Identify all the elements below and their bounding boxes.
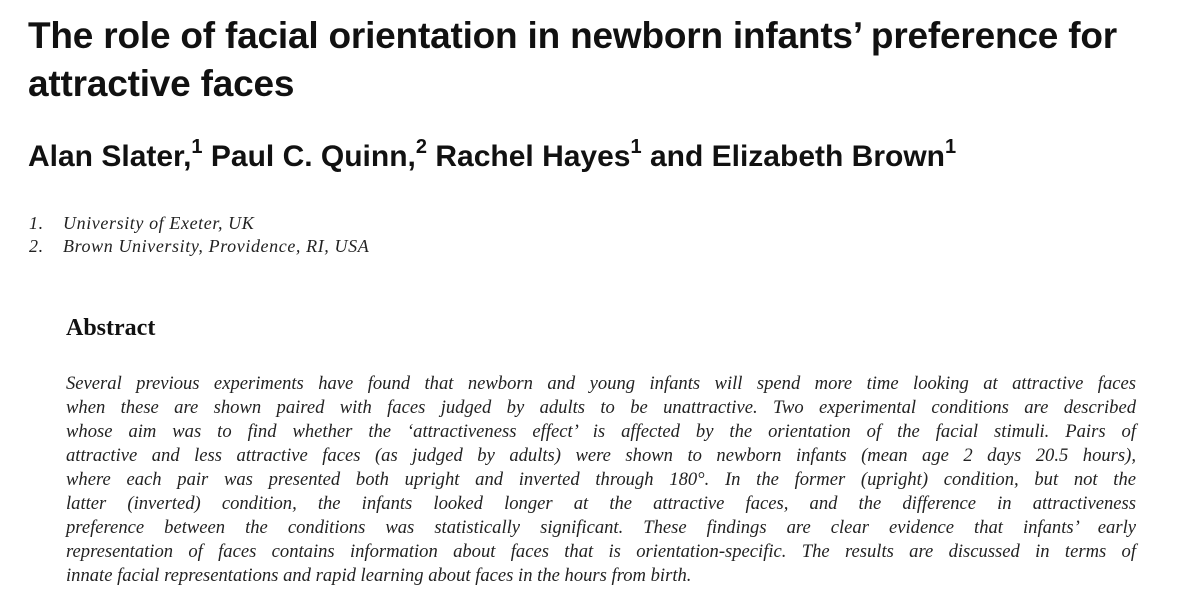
author-affiliation-marker: 1	[944, 136, 957, 158]
author-name: Rachel Hayes	[435, 140, 631, 173]
author-affiliation-marker: 1	[191, 136, 203, 158]
affiliation-text: University of Exeter, UK	[63, 213, 255, 233]
abstract-line: whose aim was to find whether the ‘attractiveness effect’ is affected by the orientation of the facial stimuli. Pairs of	[66, 421, 1136, 442]
abstract-line: Several previous experiments have found that newborn and young infants will spend more time looking at attractive faces	[66, 373, 1136, 394]
affiliation-text: Brown University, Providence, RI, USA	[63, 236, 370, 256]
abstract-line: when these are shown paired with faces judged by adults to be unattractive. Two experimental conditions are described	[66, 397, 1136, 418]
abstract-line: representation of faces contains information about faces that is orientation-specific. The results are discussed in terms of	[66, 541, 1136, 562]
affiliation-item	[29, 235, 369, 258]
abstract-line: innate facial representations and rapid learning about faces in the hours from birth.	[66, 565, 692, 586]
author	[435, 136, 642, 173]
author-name: Paul C. Quinn,	[210, 140, 416, 173]
paper-title: The role of facial orientation in newborn infants’ preference for attractive faces	[28, 15, 1117, 104]
affiliation-number: 2.	[29, 236, 44, 256]
abstract-body	[66, 372, 1136, 588]
author-affiliation-marker: 1	[630, 136, 642, 158]
abstract-line: preference between the conditions was statistically significant. These findings are clear evidence that infants’ early	[66, 517, 1136, 538]
author-affiliation-marker: 2	[415, 136, 428, 158]
author-name: and Elizabeth Brown	[649, 140, 945, 173]
author	[28, 136, 203, 173]
author	[210, 136, 428, 173]
affiliation-item	[29, 212, 369, 235]
affiliation-number: 1.	[29, 213, 44, 233]
author	[649, 136, 957, 173]
author-list	[28, 137, 1198, 177]
affiliation-list	[29, 212, 369, 258]
author-name: Alan Slater,	[28, 140, 192, 173]
abstract-line: where each pair was presented both upright and inverted through 180°. In the former (upright) condition, but not the	[66, 469, 1136, 490]
abstract-heading: Abstract	[66, 315, 156, 341]
abstract-line: latter (inverted) condition, the infants looked longer at the attractive faces, and the difference in attractiveness	[66, 493, 1136, 514]
abstract-line: attractive and less attractive faces (as judged by adults) were shown to newborn infants (mean age 2 days 20.5 hours),	[66, 445, 1136, 466]
